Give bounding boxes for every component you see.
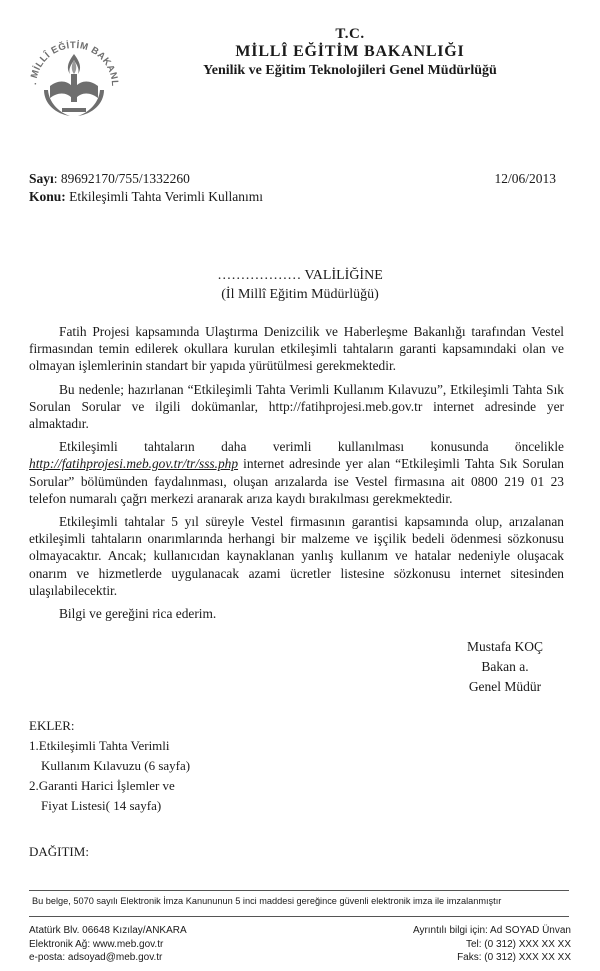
konu-label: Konu:: [29, 189, 66, 204]
header-ministry: MİLLÎ EĞİTİM BAKANLIĞI: [235, 43, 465, 60]
ekler-label: EKLER:: [29, 718, 75, 733]
footer-address: [29, 924, 187, 965]
paragraph-3-end: internet adresinde yer alan “Etkileşimli Tahta Sık Sorulan Sorular” bölümünden faydalınması, oluşan arızalarda ise Vestel firmasına ait 0800 219 01 23 telefon numaralı çağrı merkezi aranarak arıza kaydı bırakılması gerekmektedir.: [29, 456, 564, 506]
addressee-sub: (İl Millî Eğitim Müdürlüğü): [221, 287, 379, 302]
meb-logo: [22, 26, 126, 130]
footer-email: e-posta: adsoyad@meb.gov.tr: [29, 952, 163, 963]
logo-text: . MİLLÎ EĞİTİM BAKANL: [27, 39, 121, 87]
sss-link[interactable]: http://fatihprojesi.meb.gov.tr/tr/sss.php: [29, 456, 239, 472]
e-signature-note: Bu belge, 5070 sayılı Elektronik İmza Kanununun 5 inci maddesi gereğince güvenli elektronik imza ile imzalanmıştır: [32, 896, 502, 906]
footer-contact: [413, 924, 571, 965]
ekler-item: 2.Garanti Harici İşlemler ve: [29, 778, 175, 793]
ekler-item: 1.Etkileşimli Tahta Verimli: [29, 738, 170, 753]
signature-block: [440, 637, 570, 697]
paragraph-3: [29, 438, 564, 507]
paragraph-4: Etkileşimli tahtalar 5 yıl süreyle Vestel firmasının garantisi kapsamında olup, arızalanan etkileşimli tahtaların onarımlarında herhangi bir malzeme ve işçilik bedeli ödenmesi sözkonusu olmayacaktır. Ancak; kullanıcıdan kaynaklanan yanlış kullanım ve hatalar nedeniyle oluşacak onarım ve hizmetlerde uygulanacak azami ücretler listesine sözkonusu internet sitesinden ulaşılabilecektir.: [29, 514, 564, 598]
paragraph-1: Fatih Projesi kapsamında Ulaştırma Denizcilik ve Haberleşme Bakanlığı tarafından Vestel firmasından temin edilerek okullara kurulan etkileşimli tahtaların garanti kapsamındaki olan ve olmayan işlemlerinin standart bir yapıda yürütülmesi gerekmektedir.: [29, 324, 564, 374]
footer-divider-bottom: [29, 916, 569, 917]
konu-value: Etkileşimli Tahta Verimli Kullanımı: [65, 189, 264, 204]
document-date: 12/06/2013: [494, 171, 556, 186]
sayi-value: : 89692170/755/1332260: [53, 171, 190, 186]
signatory-title2: Genel Müdür: [468, 679, 542, 694]
ekler-item: Fiyat Listesi( 14 sayfa): [41, 798, 162, 813]
paragraph-2: Bu nedenle; hazırlanan “Etkileşimli Tahta Verimli Kullanım Kılavuzu”, Etkileşimli Tahta Sık Sorulan Sorular ve ilgili dokümanlar, http://fatihprojesi.meb.gov.tr internet adresinde yer almaktadır.: [29, 381, 564, 432]
signatory-title1: Bakan a.: [481, 659, 529, 674]
sayi-line: [29, 171, 190, 187]
footer-info: Ayrıntılı bilgi için: Ad SOYAD Ünvan: [412, 925, 571, 936]
paragraph-3-start: Etkileşimli tahtaların daha verimli kullanılması konusunda öncelikle: [59, 439, 564, 455]
sayi-label: Sayı: [29, 171, 54, 186]
letter-body: [29, 323, 564, 622]
footer-divider-top: [29, 890, 569, 891]
header-tc: T.C.: [335, 26, 365, 42]
dagitim-label: DAĞITIM:: [29, 844, 89, 859]
footer-fax: Faks: (0 312) XXX XX XX: [457, 952, 571, 963]
paragraph-5: Bilgi ve gereğini rica ederim.: [59, 606, 217, 622]
addressee-line: ……………… VALİLİĞİNE: [217, 268, 383, 283]
ekler-block: [29, 716, 190, 816]
footer-web: Elektronik Ağ: www.meb.gov.tr: [29, 938, 164, 950]
footer-address-line: Atatürk Blv. 06648 Kızılay/ANKARA: [29, 925, 187, 936]
ekler-item: Kullanım Kılavuzu (6 sayfa): [41, 758, 191, 773]
konu-line: [29, 189, 263, 205]
footer-phone: Tel: (0 312) XXX XX XX: [465, 938, 571, 950]
header-directorate: Yenilik ve Eğitim Teknolojileri Genel Müdürlüğü: [203, 63, 497, 78]
signatory-name: Mustafa KOÇ: [466, 639, 544, 654]
